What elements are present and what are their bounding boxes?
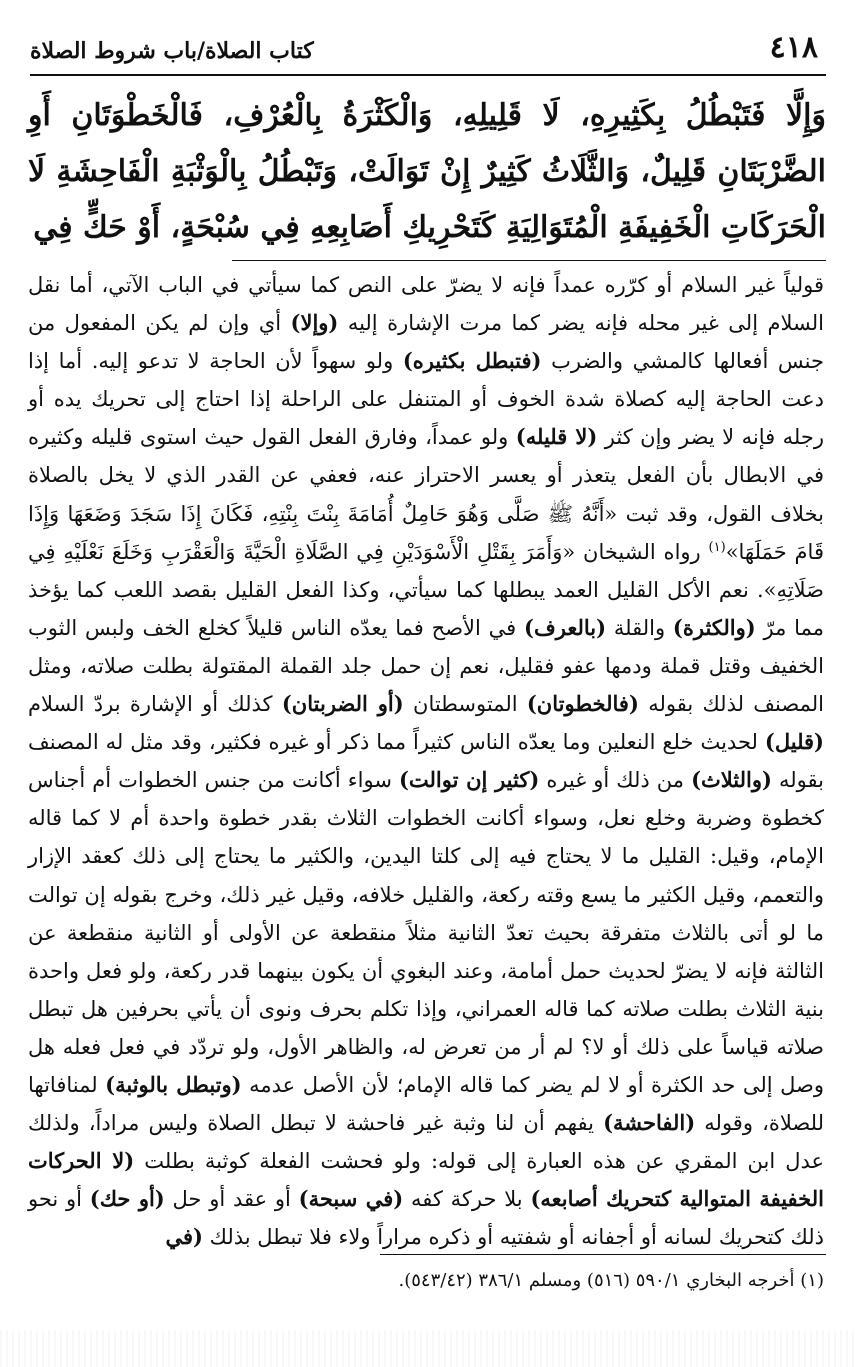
quoted-matn: (أو حك) xyxy=(89,1186,165,1212)
commentary-segment: ولو سهواً لأن الحاجة لا تدعو إليه. أما إذا دعت الحاجة إليه كصلاة شدة الخوف أو المتنفل على الراحلة إذا احتاج إلى تحريك يده أو رجله فإنه لا يضر وإن كثر xyxy=(28,349,824,450)
commentary-segment: أي وإن لم يكن المفعول من جنس أفعالها كالمشي والضرب xyxy=(28,311,824,374)
footnote-reference[interactable]: (١) xyxy=(708,539,726,555)
quoted-matn: (فالخطوتان) xyxy=(526,691,639,717)
quoted-matn: (وإلا) xyxy=(290,310,339,336)
commentary-segment: أو نحو ذلك كتحريك لسانه أو أجفانه أو شفتيه أو ذكره مراراً ولاء فلا تبطل بذلك xyxy=(28,1187,824,1250)
commentary-segment: المتوسطتان xyxy=(413,692,518,717)
commentary-segment: ولو عمداً، وفارق الفعل القول حيث استوى قليله وكثيره في الابطال بأن الفعل يتعذر أو يعسر الاحتراز عنه، فعفي عن القدر الذي لا يخل بالصلاة بخلاف القول، وقد ثبت «أَنَّهُ ﷺ صَلَّى وَهُوَ حَامِلٌ أُمَامَةَ بِنْتَ بِنْتِهِ، فَكَانَ إِذَا سَجَدَ وَضَعَهَا وَإِذَا قَامَ حَمَلَهَا» xyxy=(28,425,824,564)
quoted-matn: (لا الحركات الخفيفة المتوالية كتحريك أصابعه) xyxy=(28,1148,824,1212)
quoted-matn: (بالعرف) xyxy=(524,614,607,640)
matn-separator xyxy=(232,260,826,261)
footnote-separator xyxy=(380,1254,826,1255)
commentary-segment: والقلة xyxy=(613,615,666,640)
page-header xyxy=(30,22,826,76)
quoted-matn: (وتبطل بالوثبة) xyxy=(105,1071,242,1097)
quoted-matn: (قليل) xyxy=(764,729,824,755)
quoted-matn: (أو الضربتان) xyxy=(281,691,404,717)
quoted-matn: (في سبحة) xyxy=(298,1186,404,1212)
commentary xyxy=(28,266,824,1266)
header-rule xyxy=(30,74,826,76)
commentary-segment: لمنافاتها للصلاة، وقوله xyxy=(28,1072,824,1136)
quoted-matn: (فتبطل بكثيره) xyxy=(402,348,542,374)
commentary-segment: رواه الشيخان «وَأَمَرَ بِقَتْلِ الْأَسْوَدَيْنِ فِي الصَّلَاةِ الْحَيَّةَ وَالْعَقْرَبِ وَخَلَعَ نَعْلَيْهِ فِي صَلَاتِهِ». نعم الأكل القليل العمد يبطلها كما سيأتي، وكذا الفعل القليل بقصد اللعب كما يؤخذ مما مرّ xyxy=(28,539,824,640)
quoted-matn: (كثير إن توالت) xyxy=(398,767,540,793)
commentary-segment: بلا حركة كفه xyxy=(411,1187,523,1212)
quoted-matn: (والثلاث) xyxy=(691,767,772,793)
commentary-segment: أو عقد أو حل xyxy=(172,1187,291,1212)
quoted-matn: (الفاحشة) xyxy=(603,1110,696,1136)
commentary-segment: يفهم أن لنا وثبة غير فاحشة لا تبطل الصلاة وليس مراداً، ولذلك عدل ابن المقري عن هذه العبارة إلى قوله: ولو فحشت الفعلة كوثبة بطلت xyxy=(28,1111,825,1174)
running-title: كتاب الصلاة/باب شروط الصلاة xyxy=(30,38,314,64)
commentary-segment: قولياً غير السلام أو كرّره عمداً فإنه لا يضرّ على النص كما سيأتي في الباب الآتي، أما نقل السلام إلى غير محله فإنه يضر كما مرت الإشارة إليه xyxy=(28,273,824,336)
commentary-segment: سواء أكانت من جنس الخطوات أم أجناس كخطوة وضربة وخلع نعل، وسواء أكانت الخطوات الثلاث بقدر خطوة واحدة أم لا كما قاله الإمام، وقيل: القليل ما لا يحتاج فيه إلى كلتا اليدين، والكثير ما يحتاج إلى ذلك كعقد الإزار والتعمم، وقيل الكثير ما يسع وقته ركعة، والقليل خلافه، وقيل غير ذلك، وخرج بقوله إن توالت ما لو أتى بالثلاث متفرقة بحيث تعدّ الثانية مثلاً منقطعة عن الأولى أو الثانية منقطعة عن الثالثة فإنه لا يضرّ لحديث حمل أمامة، وعند البغوي أن يكون بينهما قدر ركعة، ولو فعل واحدة بنية الثلاث بطلت صلاته كما قاله العمراني، وإذا تكلم بحرف ونوى أن يأتي بحرفين هل تبطل صلاته قياساً على ذلك أو لا؟ لم أر من تعرض له، والظاهر الأول، ولو تردّد في فعل فعله هل وصل إلى حد الكثرة أو لا لم يضر كما قاله الإمام؛ لأن الأصل عدمه xyxy=(28,768,824,1097)
commentary-segment: من ذلك أو غيره xyxy=(546,768,685,793)
commentary-segment: كذلك أو الإشارة بردّ السلام xyxy=(28,692,273,717)
quoted-matn: (في xyxy=(165,1224,203,1250)
footnote: (١) أخرجه البخاري ٥٩٠/١ (٥١٦) ومسلم ٣٨٦/١ (٥٤٣/٤٢). xyxy=(398,1270,824,1291)
matn-text: وَإِلَّا فَتَبْطُلُ بِكَثِيرِهِ، لَا قَلِيلِهِ، وَالْكَثْرَةُ بِالْعُرْفِ، فَالْخَطْوَتَانِ أَوِ الضَّرْبَتَانِ قَلِيلٌ، وَالثَّلَاثُ كَثِيرٌ إِنْ تَوَالَتْ، وَتَبْطُلُ بِالْوَثْبَةِ الْفَاحِشَةِ لَا الْحَرَكَاتِ الْخَفِيفَةِ الْمُتَوَالِيَةِ كَتَحْرِيكِ أَصَابِعِهِ فِي سُبْحَةٍ، أَوْ حَكٍّ فِي xyxy=(28,98,826,245)
scan-noise xyxy=(0,1330,856,1367)
commentary-segment: لحديث خلع النعلين وما يعدّه الناس كثيراً مما ذكر أو غيره فكثير، وقد مثل له المصنف بقوله xyxy=(28,730,824,793)
commentary-paragraph xyxy=(28,266,824,1256)
quoted-matn: (لا قليله) xyxy=(515,424,598,450)
commentary-segment: في الأصح فما يعدّه الناس قليلاً كخلع الخف ولبس الثوب الخفيف وقتل قملة ودمها عفو فقليل، نعم إن حمل جلد القملة المقتولة بطلت صلاته، ومثل المصنف لذلك بقوله xyxy=(28,615,824,717)
quoted-matn: (والكثرة) xyxy=(672,614,756,640)
page-number: ٤١٨ xyxy=(769,30,818,65)
